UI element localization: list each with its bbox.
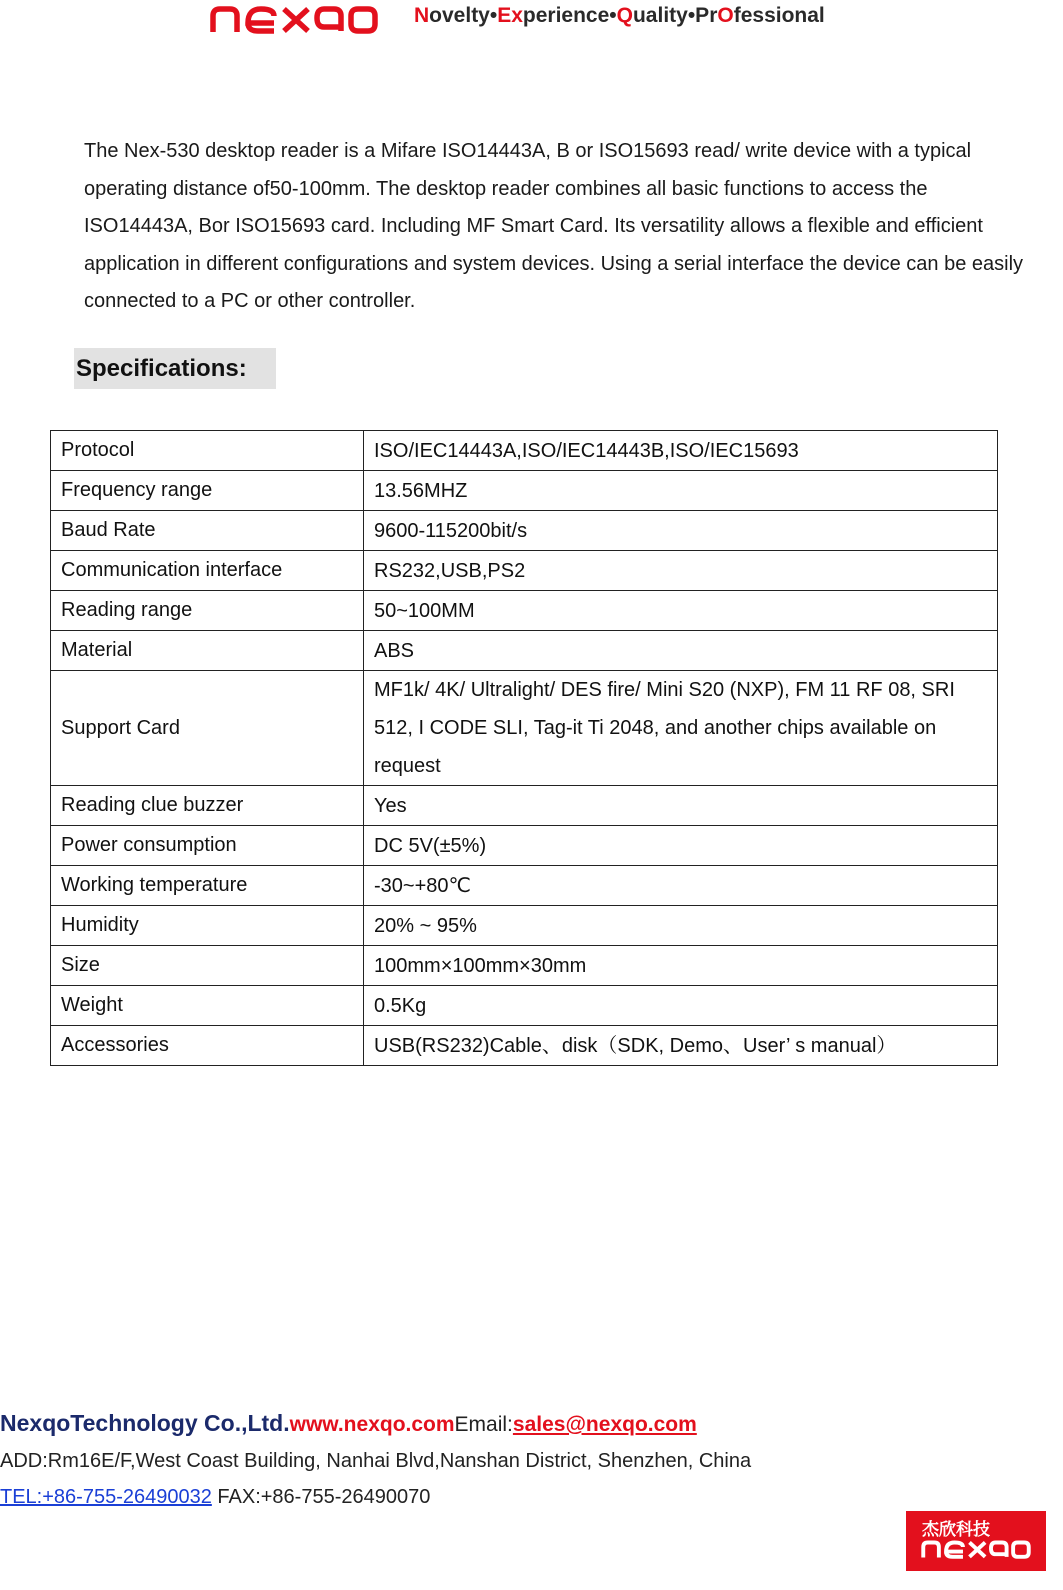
table-row <box>51 431 998 471</box>
spec-value: ISO/IEC14443A,ISO/IEC14443B,ISO/IEC15693 <box>364 431 998 471</box>
spec-value: Yes <box>364 786 998 826</box>
page-footer <box>0 1403 1063 1515</box>
page-header <box>0 0 1063 40</box>
intro-paragraph: The Nex-530 desktop reader is a Mifare ISO14443A, B or ISO15693 read/ write device with a typical operating distance of50-100mm. The desktop reader combines all basic functions to access the ISO14443A, Bor ISO15693 card. Including MF Smart Card. Its versatility allows a flexible and efficient application in different configurations and system devices. Using a serial interface the device can be easily connected to a PC or other controller. <box>84 140 1024 312</box>
table-row <box>51 946 998 986</box>
table-row <box>51 826 998 866</box>
tagline-part: Ex <box>497 4 523 27</box>
table-row <box>51 631 998 671</box>
spec-value: 9600-115200bit/s <box>364 511 998 551</box>
spec-value: USB(RS232)Cable、disk（SDK, Demo、User’ s manual） <box>364 1026 998 1066</box>
spec-value: RS232,USB,PS2 <box>364 551 998 591</box>
table-row <box>51 551 998 591</box>
spec-key: Communication interface <box>51 551 364 591</box>
spec-value: MF1k/ 4K/ Ultralight/ DES fire/ Mini S20 (NXP), FM 11 RF 08, SRI 512, I CODE SLI, Tag-it Ti 2048, and another chips available on request <box>364 671 998 786</box>
spec-value: DC 5V(±5%) <box>364 826 998 866</box>
spec-key: Reading clue buzzer <box>51 786 364 826</box>
spec-key: Size <box>51 946 364 986</box>
nexqo-logo <box>208 4 380 34</box>
tagline-part: O <box>717 4 734 27</box>
specifications-table <box>50 430 998 1066</box>
spec-value: 20% ~ 95% <box>364 906 998 946</box>
table-row <box>51 1026 998 1066</box>
table-row <box>51 591 998 631</box>
spec-key: Power consumption <box>51 826 364 866</box>
tagline-part: ovelty• <box>429 4 498 27</box>
spec-value: 0.5Kg <box>364 986 998 1026</box>
specifications-heading: Specifications: <box>74 348 276 389</box>
tel-link[interactable]: TEL:+86-755-26490032 <box>0 1486 212 1508</box>
spec-value: -30~+80℃ <box>364 866 998 906</box>
table-row <box>51 986 998 1026</box>
tagline-part: perience• <box>522 4 617 27</box>
email-label: Email: <box>454 1413 513 1436</box>
nexqo-badge-logo <box>906 1511 1046 1571</box>
spec-key: Humidity <box>51 906 364 946</box>
spec-value: 50~100MM <box>364 591 998 631</box>
table-row <box>51 511 998 551</box>
tagline-part: Q <box>616 4 633 27</box>
table-row <box>51 906 998 946</box>
tagline-part: N <box>414 4 430 27</box>
brand-tagline <box>414 4 825 28</box>
spec-value: ABS <box>364 631 998 671</box>
spec-key: Support Card <box>51 671 364 786</box>
spec-key: Accessories <box>51 1026 364 1066</box>
badge-chinese-text: 杰欣科技 <box>922 1520 990 1539</box>
spec-key: Protocol <box>51 431 364 471</box>
badge-nexqo-logo <box>920 1537 1032 1561</box>
spec-value: 100mm×100mm×30mm <box>364 946 998 986</box>
company-name: NexqoTechnology Co.,Ltd. <box>0 1410 290 1436</box>
spec-key: Baud Rate <box>51 511 364 551</box>
footer-contact-line <box>0 1479 1063 1515</box>
spec-key: Frequency range <box>51 471 364 511</box>
spec-value: 13.56MHZ <box>364 471 998 511</box>
table-row <box>51 671 998 786</box>
spec-key: Working temperature <box>51 866 364 906</box>
website-link[interactable]: www.nexqo.com <box>289 1413 455 1436</box>
tagline-part: uality•Pr <box>632 4 718 27</box>
footer-company-line <box>0 1403 1063 1443</box>
spec-key: Reading range <box>51 591 364 631</box>
spec-key: Weight <box>51 986 364 1026</box>
footer-address: ADD:Rm16E/F,West Coast Building, Nanhai Blvd,Nanshan District, Shenzhen, China <box>0 1450 752 1472</box>
table-row <box>51 786 998 826</box>
table-row <box>51 866 998 906</box>
email-link[interactable]: sales@nexqo.com <box>512 1413 697 1436</box>
tagline-part: fessional <box>733 4 825 27</box>
fax-text: FAX:+86-755-26490070 <box>211 1486 431 1508</box>
table-row <box>51 471 998 511</box>
spec-key: Material <box>51 631 364 671</box>
